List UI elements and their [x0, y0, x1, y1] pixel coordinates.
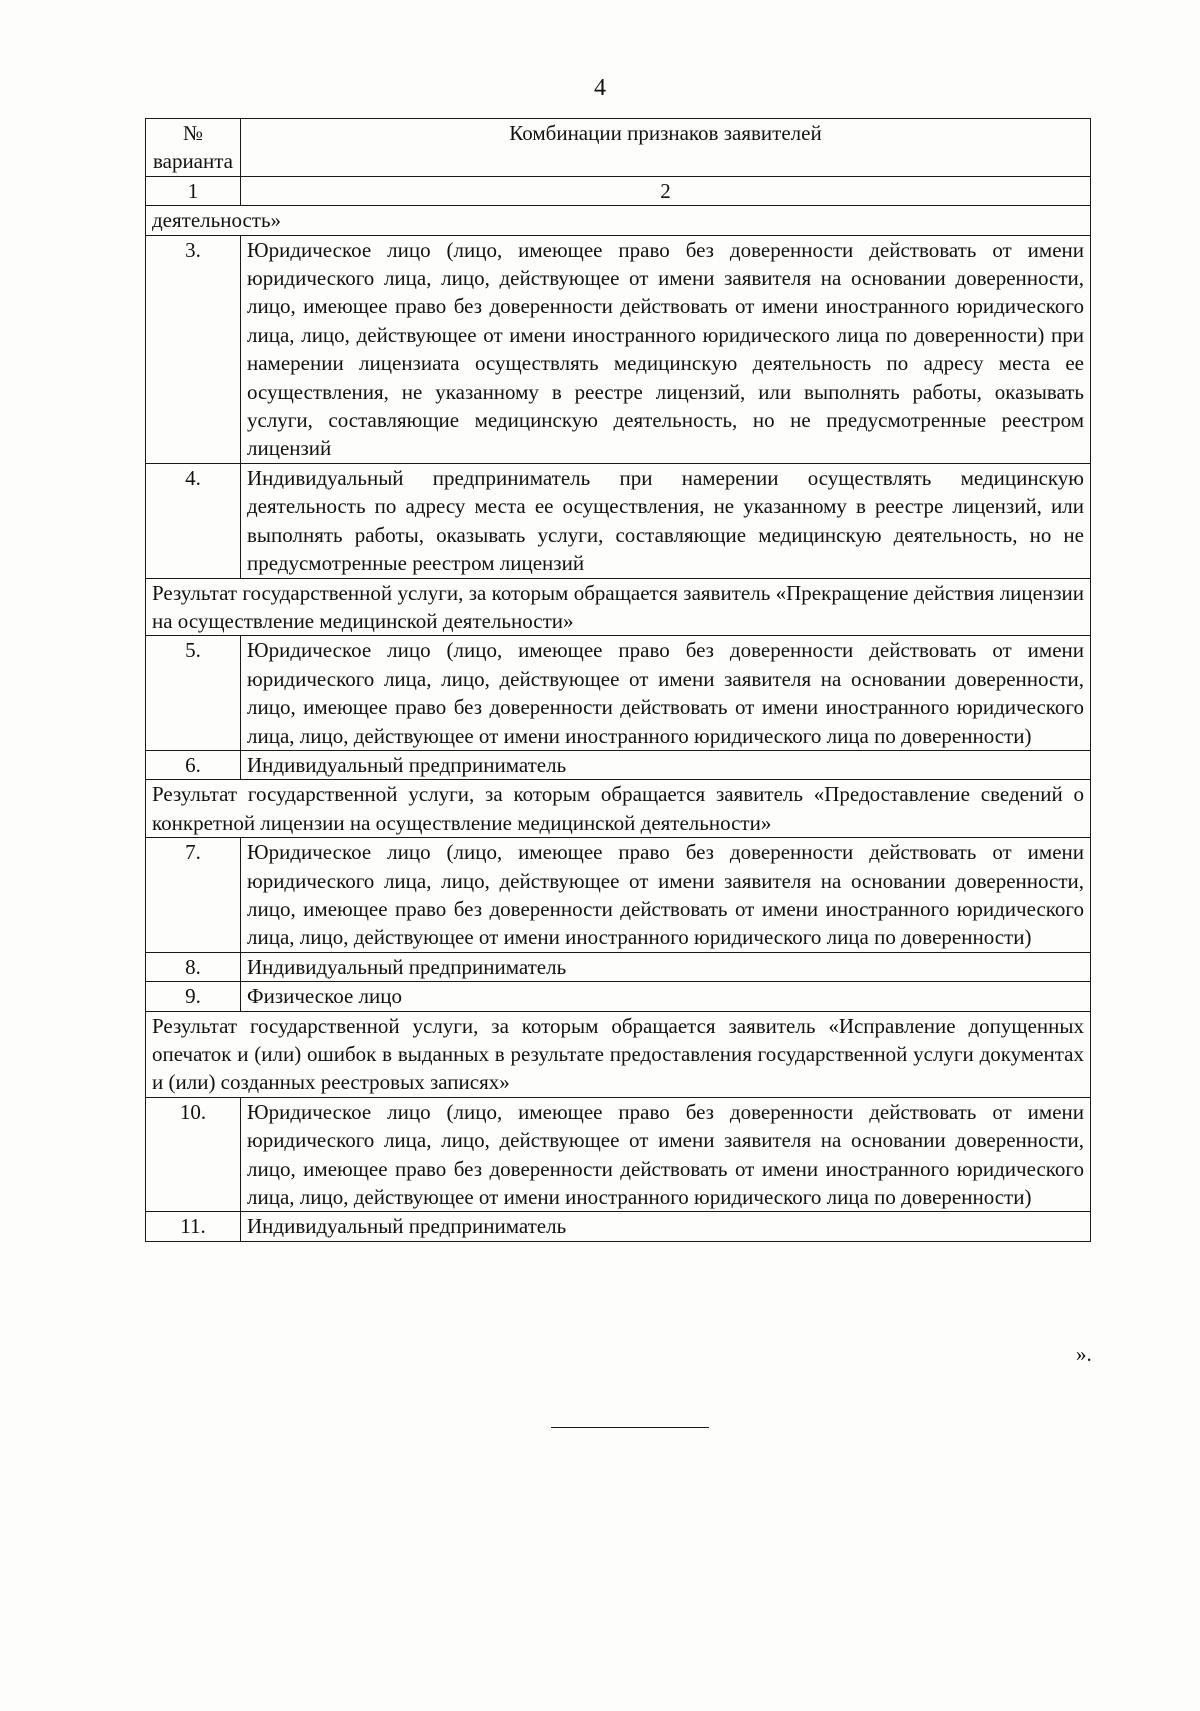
- variant-number: 8.: [146, 952, 241, 981]
- variant-description: Юридическое лицо (лицо, имеющее право без доверенности действовать от имени юридического лица, лицо, действующее от имени заявителя на основании доверенности, лицо, имеющее право без доверенности действовать от имени иностранного юридического лица, лицо, действующее от имени иностранного юридического лица по доверенности): [241, 1097, 1091, 1212]
- table-section-row: [146, 206, 1091, 235]
- variant-description: Индивидуальный предприниматель: [241, 952, 1091, 981]
- table-row: [146, 750, 1091, 779]
- variant-description: Индивидуальный предприниматель: [241, 750, 1091, 779]
- header-combinations: Комбинации признаков заявителей: [241, 119, 1091, 177]
- header-variant-number: № варианта: [146, 119, 241, 177]
- header-index-2: 2: [241, 176, 1091, 205]
- section-text: Результат государственной услуги, за которым обращается заявитель «Прекращение действия лицензии на осуществление медицинской деятельности»: [146, 578, 1091, 636]
- applicant-variants-table: [145, 118, 1091, 1242]
- variant-number: 10.: [146, 1097, 241, 1212]
- table-row: [146, 463, 1091, 578]
- section-text: Результат государственной услуги, за которым обращается заявитель «Исправление допущенных опечаток и (или) ошибок в выданных в результате предоставления государственной услуги документах и (или) созданных реестровых записях»: [146, 1011, 1091, 1097]
- page-number: 4: [594, 75, 606, 101]
- table-row: [146, 1212, 1091, 1241]
- variant-number: 7.: [146, 838, 241, 953]
- header-index-1: 1: [146, 176, 241, 205]
- table-section-row: [146, 1011, 1091, 1097]
- table-index-row: [146, 176, 1091, 205]
- table-row: [146, 838, 1091, 953]
- variant-description: Индивидуальный предприниматель: [241, 1212, 1091, 1241]
- table-row: [146, 1097, 1091, 1212]
- table-row: [146, 952, 1091, 981]
- table-row: [146, 235, 1091, 463]
- table-section-row: [146, 780, 1091, 838]
- table-row: [146, 636, 1091, 751]
- variant-description: Юридическое лицо (лицо, имеющее право без доверенности действовать от имени юридического лица, лицо, действующее от имени заявителя на основании доверенности, лицо, имеющее право без доверенности действовать от имени иностранного юридического лица, лицо, действующее от имени иностранного юридического лица по доверенности) при намерении лицензиата осуществлять медицинскую деятельность по адресу места ее осуществления, не указанному в реестре лицензий, или выполнять работы, оказывать услуги, составляющие медицинскую деятельность, но не предусмотренные реестром лицензий: [241, 235, 1091, 463]
- variant-number: 11.: [146, 1212, 241, 1241]
- variant-description: Юридическое лицо (лицо, имеющее право без доверенности действовать от имени юридического лица, лицо, действующее от имени заявителя на основании доверенности, лицо, имеющее право без доверенности действовать от имени иностранного юридического лица, лицо, действующее от имени иностранного юридического лица по доверенности): [241, 838, 1091, 953]
- table-header-row: [146, 119, 1091, 177]
- variant-number: 6.: [146, 750, 241, 779]
- variant-number: 5.: [146, 636, 241, 751]
- table-row: [146, 982, 1091, 1011]
- table-section-row: [146, 578, 1091, 636]
- section-text: деятельность»: [146, 206, 1091, 235]
- variant-description: Физическое лицо: [241, 982, 1091, 1011]
- variant-description: Юридическое лицо (лицо, имеющее право без доверенности действовать от имени юридического лица, лицо, действующее от имени заявителя на основании доверенности, лицо, имеющее право без доверенности действовать от имени иностранного юридического лица, лицо, действующее от имени иностранного юридического лица по доверенности): [241, 636, 1091, 751]
- variant-number: 4.: [146, 463, 241, 578]
- variant-number: 3.: [146, 235, 241, 463]
- section-text: Результат государственной услуги, за которым обращается заявитель «Предоставление сведений о конкретной лицензии на осуществление медицинской деятельности»: [146, 780, 1091, 838]
- end-separator-line: [551, 1427, 709, 1428]
- variant-description: Индивидуальный предприниматель при намерении осуществлять медицинскую деятельность по адресу места ее осуществления, не указанному в реестре лицензий, или выполнять работы, оказывать услуги, составляющие медицинскую деятельность, но не предусмотренные реестром лицензий: [241, 463, 1091, 578]
- closing-quote-mark: ».: [1076, 1342, 1092, 1366]
- variant-number: 9.: [146, 982, 241, 1011]
